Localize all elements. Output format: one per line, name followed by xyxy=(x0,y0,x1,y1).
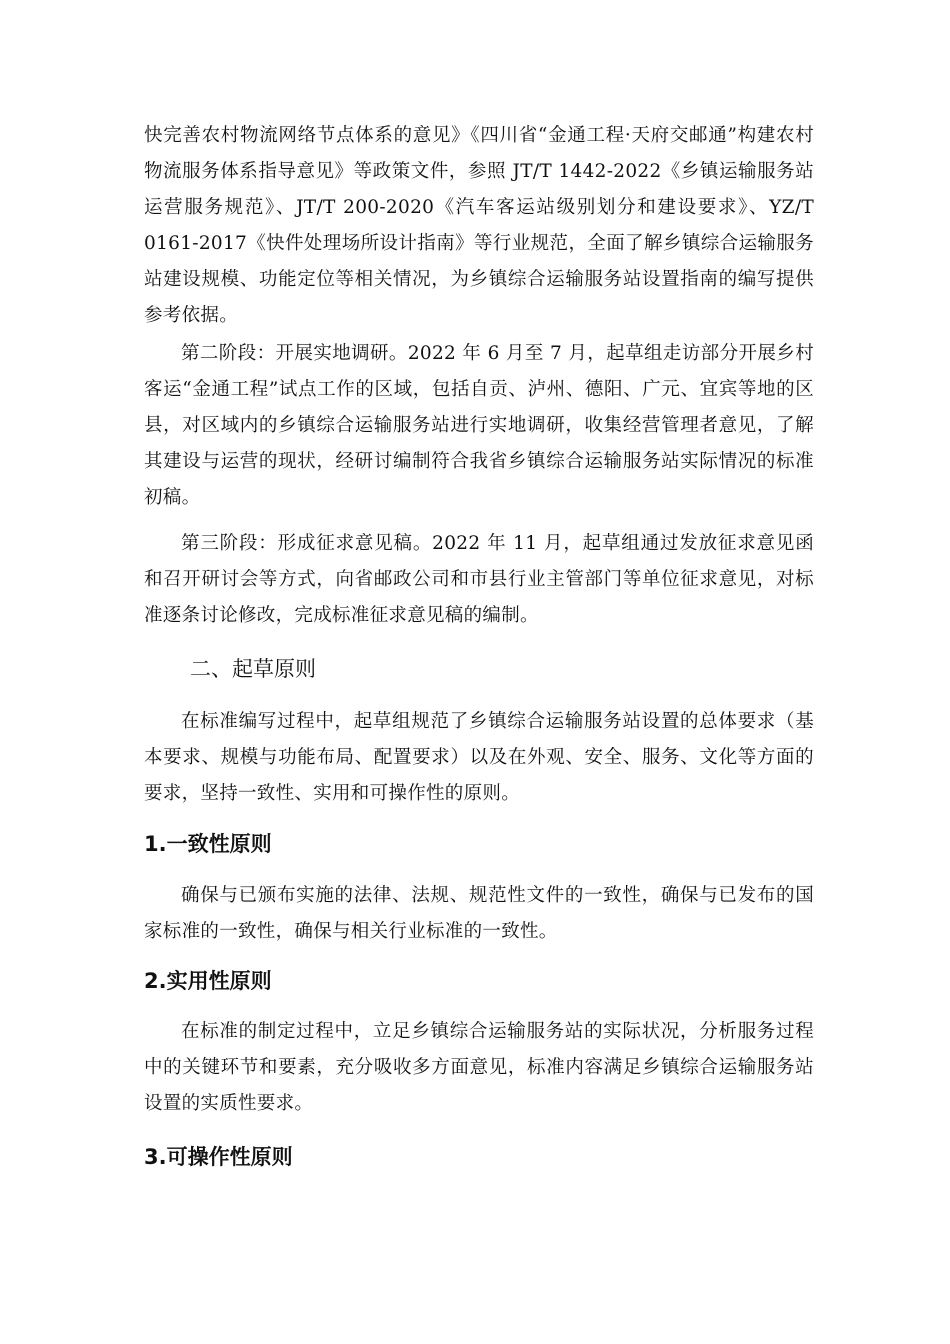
section-heading-drafting-principles: 二、起草原则 xyxy=(190,657,316,681)
paragraph-consistency-principle: 确保与已颁布实施的法律、法规、规范性文件的一致性，确保与已发布的国家标准的一致性，确保与相关行业标准的一致性。 xyxy=(144,885,814,942)
subheading-practicality-principle: 2.实用性原则 xyxy=(144,969,272,993)
paragraph-practicality-principle: 在标准的制定过程中，立足乡镇综合运输服务站的实际状况，分析服务过程中的关键环节和要素，充分吸收多方面意见，标准内容满足乡镇综合运输服务站设置的实质性要求。 xyxy=(144,1021,814,1114)
paragraph-policy-references: 快完善农村物流网络节点体系的意见》《四川省“金通工程·天府交邮通”构建农村物流服务体系指导意见》等政策文件，参照 JT/T 1442-2022《乡镇运输服务站运营服务规范》、JT/T 200-2020《汽车客运站级别划分和建设要求》、YZ/T 0161-2017《快件处理场所设计指南》等行业规范，全面了解乡镇综合运输服务站建设规模、功能定位等相关情况，为乡镇综合运输服务站设置指南的编写提供参考依据。 xyxy=(144,125,814,326)
subheading-operability-principle: 3.可操作性原则 xyxy=(144,1145,293,1169)
paragraph-stage-three: 第三阶段：形成征求意见稿。2022 年 11 月，起草组通过发放征求意见函和召开研讨会等方式，向省邮政公司和市县行业主管部门等单位征求意见，对标准逐条讨论修改，完成标准征求意见稿的编制。 xyxy=(144,533,814,626)
paragraph-principles-intro: 在标准编写过程中，起草组规范了乡镇综合运输服务站设置的总体要求（基本要求、规模与功能布局、配置要求）以及在外观、安全、服务、文化等方面的要求，坚持一致性、实用和可操作性的原则。 xyxy=(144,711,814,804)
subheading-consistency-principle: 1.一致性原则 xyxy=(144,832,272,856)
paragraph-stage-two: 第二阶段：开展实地调研。2022 年 6 月至 7 月，起草组走访部分开展乡村客运“金通工程”试点工作的区域，包括自贡、泸州、德阳、广元、宜宾等地的区县，对区域内的乡镇综合运输服务站进行实地调研，收集经营管理者意见，了解其建设与运营的现状，经研讨编制符合我省乡镇综合运输服务站实际情况的标准初稿。 xyxy=(144,343,814,508)
